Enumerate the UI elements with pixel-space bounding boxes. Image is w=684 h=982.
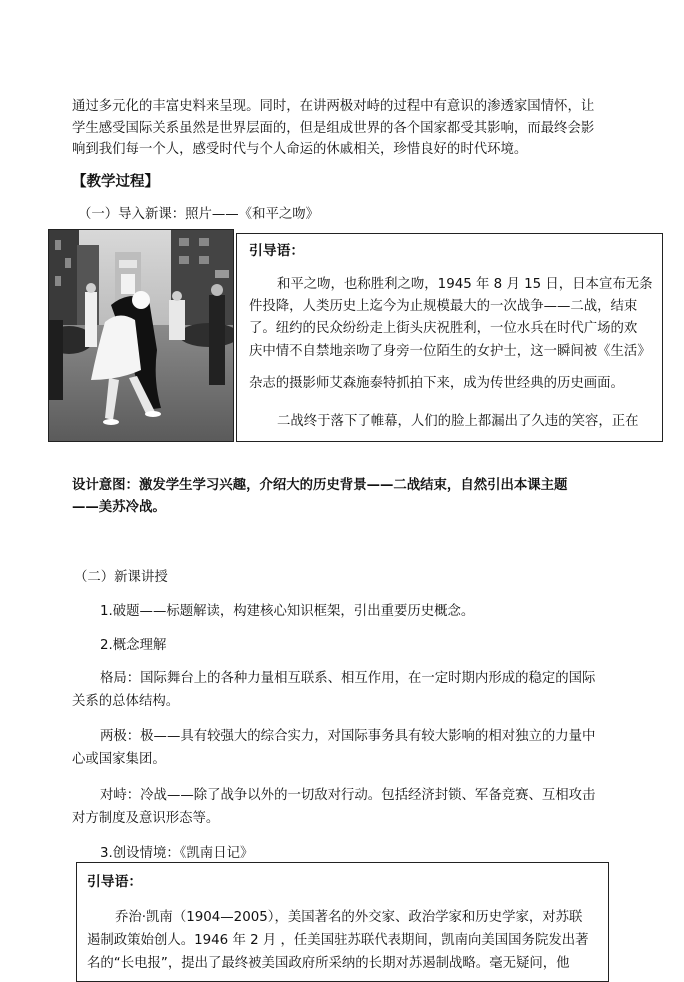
part2-title: （二）新课讲授 [74,570,168,585]
def-duizhi-line-1: 对峙：冷战——除了战争以外的一切敌对行动。包括经济封锁、军备竞赛、互相攻击 [100,788,596,803]
intro-line-1: 通过多元化的丰富史料来呈现。同时，在讲两极对峙的过程中有意识的渗透家国情怀，让 [72,99,595,114]
part1-title: （一）导入新课：照片——《和平之吻》 [78,207,320,222]
def-duizhi-line-2: 对方制度及意识形态等。 [72,811,220,826]
intro-line-3: 响到我们每一个人，感受时代与个人命运的休戚相关，珍惜良好的时代环境。 [72,142,528,157]
def-geju-line-2: 关系的总体结构。 [72,694,180,709]
guide-box-1-heading: 引导语： [249,243,305,259]
guide-box-2-line-3: 名的“长电报”，提出了最终被美国政府所采纳的长期对苏遏制战略。毫无疑问，他 [87,956,570,971]
guide-box-2 [76,862,609,982]
item-2: 2.概念理解 [100,638,167,653]
design-intent-line-2: ——美苏冷战。 [72,500,166,515]
item-3: 3.创设情境：《凯南日记》 [100,846,254,861]
def-liangji-line-2: 心或国家集团。 [72,752,166,767]
peace-kiss-photo [48,229,234,442]
guide-box-1-line-4: 庆中情不自禁地亲吻了身旁一位陌生的女护士，这一瞬间被《生活》 [249,344,651,359]
def-liangji-line-1: 两极：极——具有较强大的综合实力，对国际事务具有较大影响的相对独立的力量中 [100,729,596,744]
guide-box-2-line-2: 遏制政策始创人。1946 年 2 月 ，任美国驻苏联代表期间，凯南向美国国务院发出著 [87,933,589,948]
guide-box-1-line-3: 了。纽约的民众纷纷走上街头庆祝胜利，一位水兵在时代广场的欢 [249,321,638,336]
guide-box-1-line-5: 杂志的摄影师艾森施泰特抓拍下来，成为传世经典的历史画面。 [249,376,624,391]
guide-box-1-line-6: 二战终于落下了帷幕，人们的脸上都漏出了久违的笑容，正在 [277,414,639,429]
def-geju-line-1: 格局：国际舞台上的各种力量相互联系、相互作用，在一定时期内形成的稳定的国际 [100,671,596,686]
guide-box-1 [236,233,663,442]
design-intent-line-1: 设计意图：激发学生学习兴趣，介绍大的历史背景——二战结束，自然引出本课主题 [72,478,568,493]
intro-line-2: 学生感受国际关系虽然是世界层面的，但是组成世界的各个国家都受其影响，而最终会影 [72,121,595,136]
guide-box-2-line-1: 乔治·凯南（1904—2005），美国著名的外交家、政治学家和历史学家，对苏联 [115,910,583,925]
section-title: 【教学过程】 [72,174,159,190]
guide-box-1-line-1: 和平之吻，也称胜利之吻，1945 年 8 月 15 日，日本宣布无条 [277,277,653,292]
item-1: 1.破题——标题解读，构建核心知识框架，引出重要历史概念。 [100,604,475,619]
guide-box-1-line-2: 件投降，人类历史上迄今为止规模最大的一次战争——二战，结束 [249,299,638,314]
guide-box-2-heading: 引导语： [87,874,143,890]
